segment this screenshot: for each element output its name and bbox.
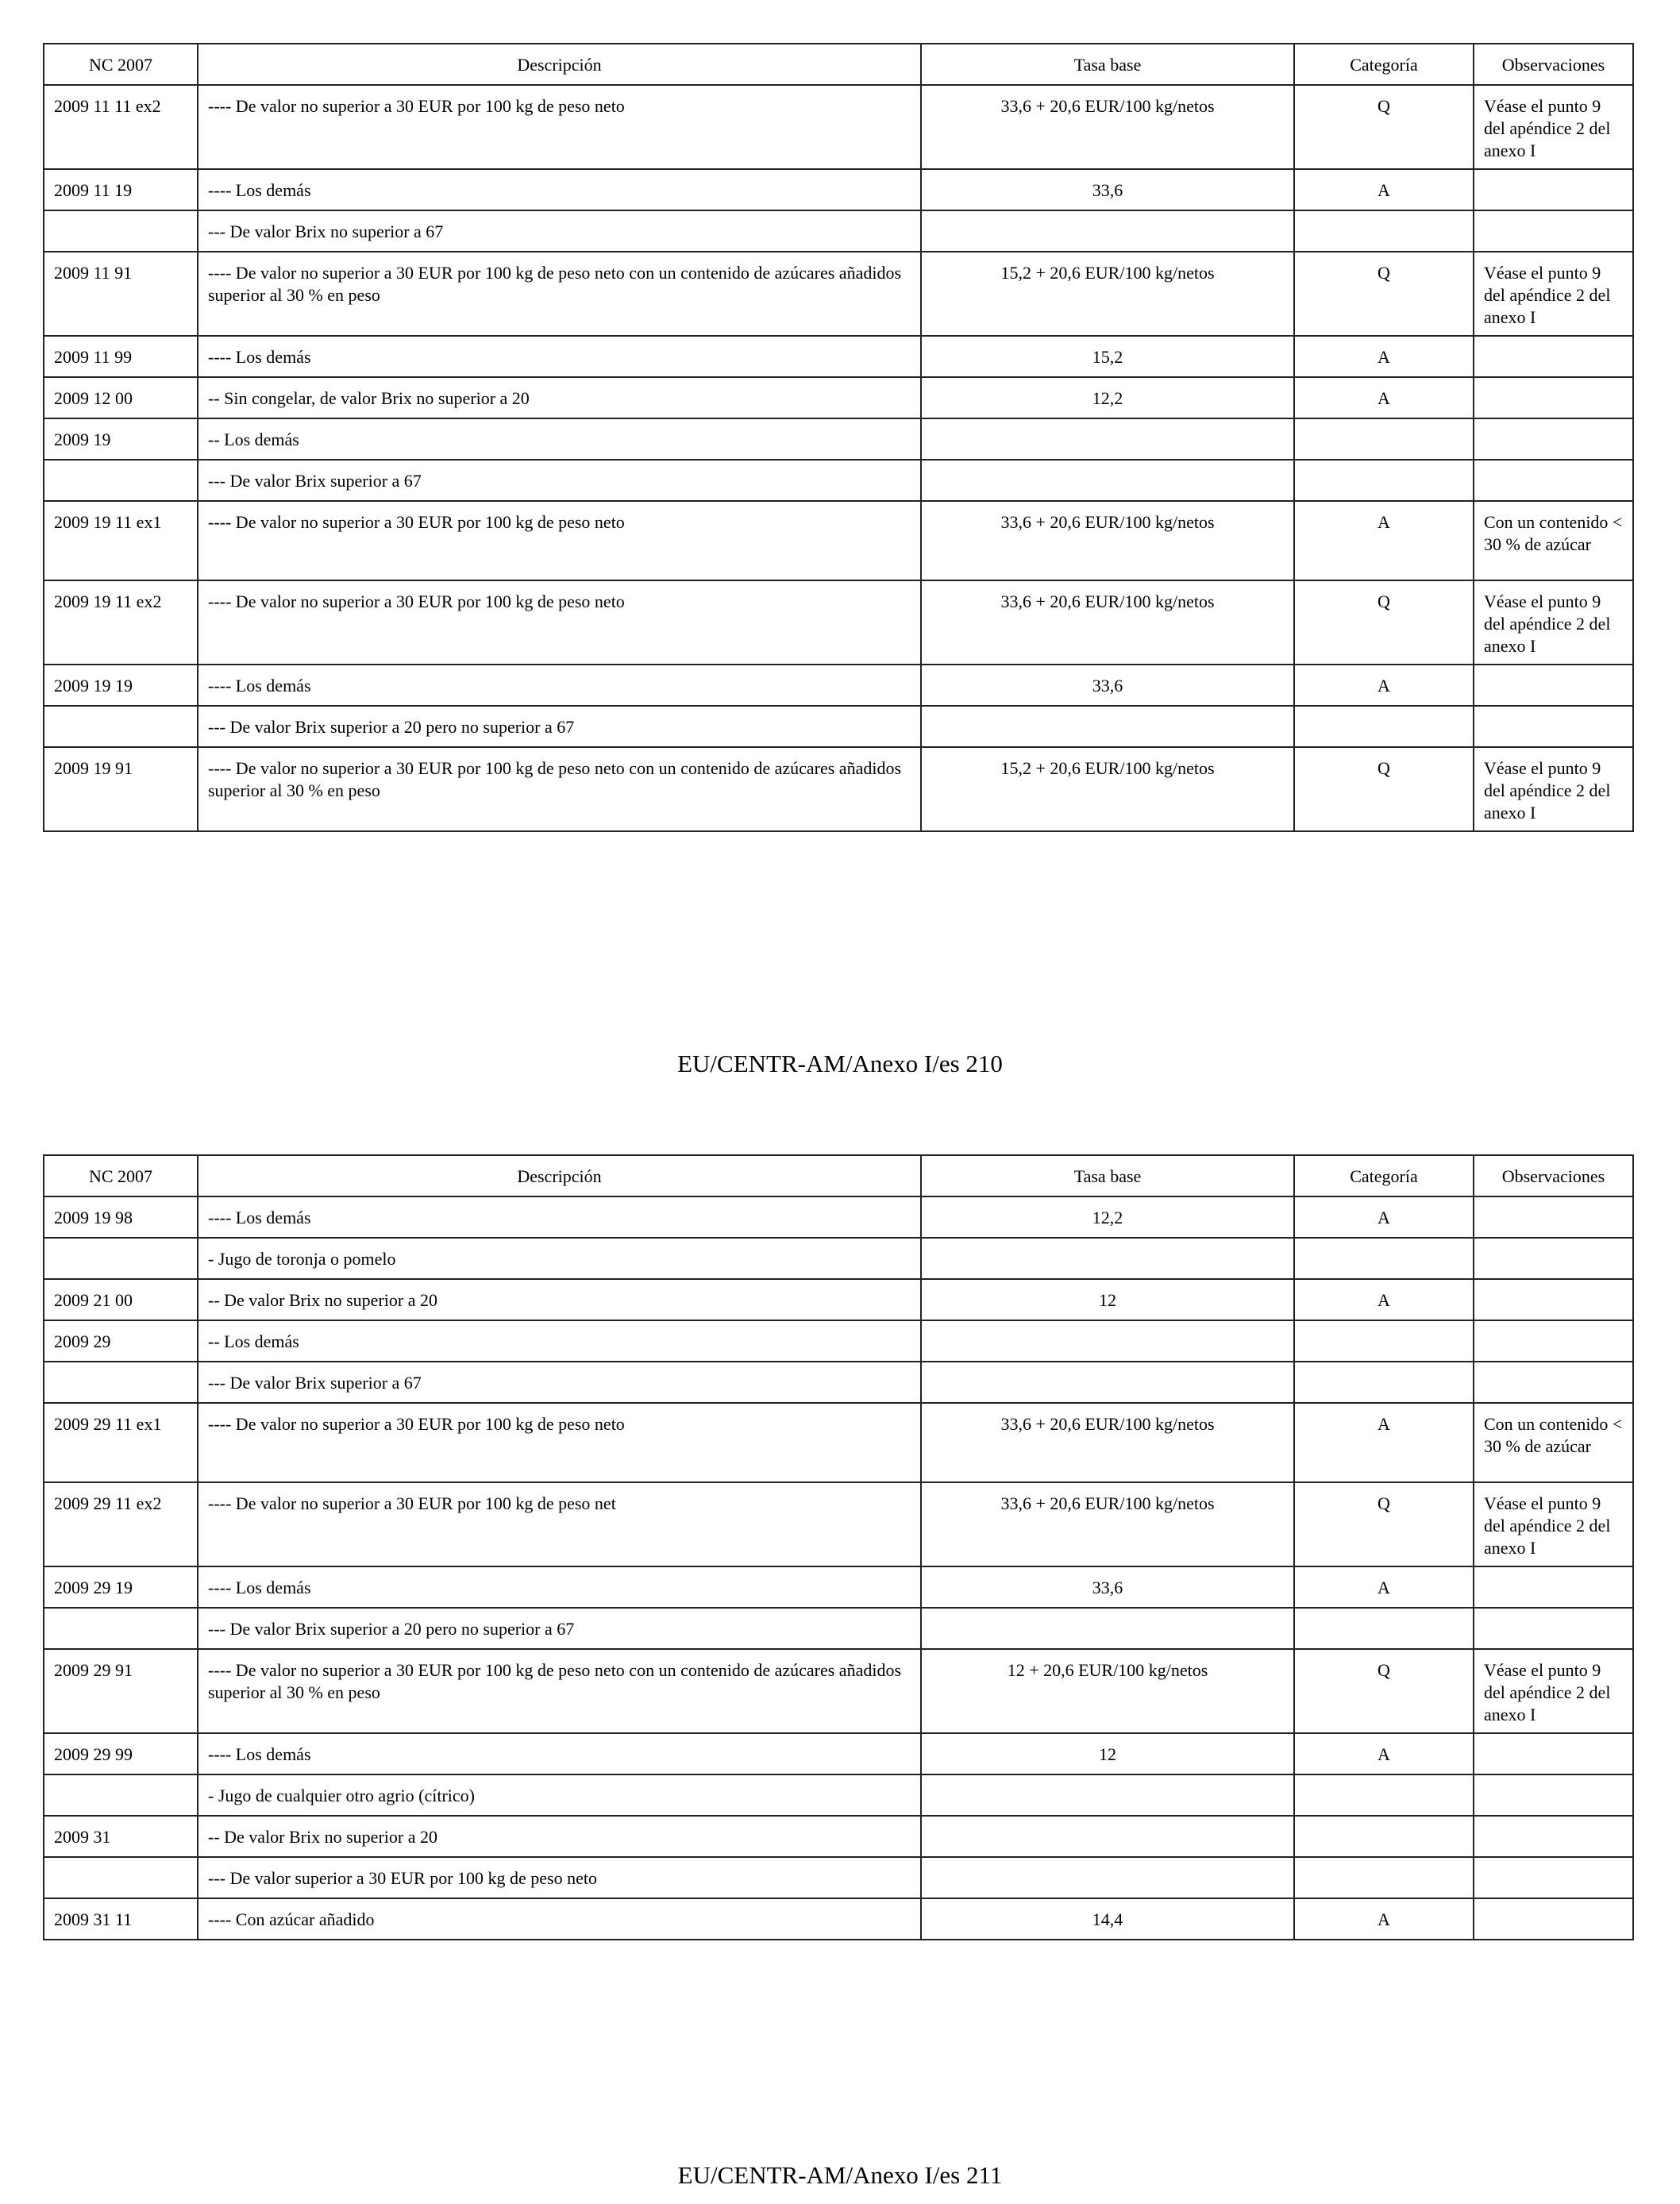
cell-base-rate: 33,6 + 20,6 EUR/100 kg/netos — [921, 85, 1294, 169]
cell-base-rate: 12,2 — [921, 377, 1294, 418]
cell-description: --- De valor Brix superior a 20 pero no superior a 67 — [198, 706, 921, 747]
cell-observations — [1474, 1608, 1633, 1649]
table-row — [44, 418, 1633, 460]
cell-nc — [44, 210, 198, 252]
cell-observations — [1474, 1196, 1633, 1238]
cell-description: ---- Los demás — [198, 336, 921, 377]
cell-observations: Véase el punto 9 del apéndice 2 del anexo I — [1474, 252, 1633, 336]
cell-category: Q — [1294, 747, 1474, 831]
cell-description: ---- De valor no superior a 30 EUR por 100 kg de peso net — [198, 1482, 921, 1566]
cell-description: --- De valor Brix no superior a 67 — [198, 210, 921, 252]
cell-nc: 2009 11 99 — [44, 336, 198, 377]
cell-description: ---- Los demás — [198, 1196, 921, 1238]
cell-base-rate: 15,2 + 20,6 EUR/100 kg/netos — [921, 747, 1294, 831]
cell-base-rate: 15,2 + 20,6 EUR/100 kg/netos — [921, 252, 1294, 336]
cell-base-rate: 12 + 20,6 EUR/100 kg/netos — [921, 1649, 1294, 1733]
cell-observations — [1474, 1733, 1633, 1774]
cell-observations — [1474, 1279, 1633, 1320]
cell-description: ---- Los demás — [198, 169, 921, 210]
tariff-table — [43, 43, 1634, 832]
cell-nc — [44, 460, 198, 501]
table-row — [44, 1403, 1633, 1482]
cell-base-rate — [921, 1857, 1294, 1898]
page-footer: EU/CENTR-AM/Anexo I/es 211 — [677, 2161, 1003, 2189]
cell-nc: 2009 29 19 — [44, 1566, 198, 1608]
cell-category: A — [1294, 1403, 1474, 1482]
cell-category: A — [1294, 1898, 1474, 1940]
cell-category: A — [1294, 1733, 1474, 1774]
cell-observations — [1474, 1857, 1633, 1898]
cell-description: --- De valor Brix superior a 67 — [198, 460, 921, 501]
cell-base-rate: 33,6 + 20,6 EUR/100 kg/netos — [921, 1482, 1294, 1566]
table-row — [44, 1774, 1633, 1816]
header-base-rate: Tasa base — [921, 1155, 1294, 1196]
table-row — [44, 1279, 1633, 1320]
cell-nc — [44, 1238, 198, 1279]
table-row — [44, 1482, 1633, 1566]
header-base-rate: Tasa base — [921, 44, 1294, 85]
cell-nc — [44, 1857, 198, 1898]
cell-observations: Véase el punto 9 del apéndice 2 del anexo I — [1474, 85, 1633, 169]
cell-base-rate: 12 — [921, 1733, 1294, 1774]
cell-nc: 2009 19 98 — [44, 1196, 198, 1238]
table-body — [44, 1196, 1633, 1940]
cell-category — [1294, 1608, 1474, 1649]
table-row — [44, 336, 1633, 377]
cell-base-rate: 12 — [921, 1279, 1294, 1320]
cell-observations: Véase el punto 9 del apéndice 2 del anexo I — [1474, 1649, 1633, 1733]
cell-category — [1294, 1362, 1474, 1403]
table-row — [44, 460, 1633, 501]
cell-nc: 2009 29 — [44, 1320, 198, 1362]
header-category: Categoría — [1294, 1155, 1474, 1196]
cell-category — [1294, 706, 1474, 747]
cell-nc: 2009 31 11 — [44, 1898, 198, 1940]
cell-category — [1294, 210, 1474, 252]
cell-observations — [1474, 169, 1633, 210]
cell-base-rate — [921, 706, 1294, 747]
cell-description: --- De valor Brix superior a 20 pero no superior a 67 — [198, 1608, 921, 1649]
header-observations: Observaciones — [1474, 1155, 1633, 1196]
cell-observations — [1474, 418, 1633, 460]
header-nc: NC 2007 — [44, 1155, 198, 1196]
cell-description: ---- De valor no superior a 30 EUR por 100 kg de peso neto — [198, 580, 921, 665]
cell-observations: Véase el punto 9 del apéndice 2 del anexo I — [1474, 580, 1633, 665]
cell-nc — [44, 1608, 198, 1649]
cell-base-rate — [921, 1816, 1294, 1857]
cell-description: ---- De valor no superior a 30 EUR por 100 kg de peso neto — [198, 1403, 921, 1482]
cell-base-rate — [921, 1362, 1294, 1403]
cell-observations — [1474, 1774, 1633, 1816]
cell-category: Q — [1294, 1482, 1474, 1566]
table-row — [44, 1566, 1633, 1608]
cell-nc — [44, 706, 198, 747]
table-row — [44, 1733, 1633, 1774]
cell-observations — [1474, 460, 1633, 501]
table-body — [44, 85, 1633, 831]
header-category: Categoría — [1294, 44, 1474, 85]
cell-nc: 2009 21 00 — [44, 1279, 198, 1320]
page-footer: EU/CENTR-AM/Anexo I/es 210 — [677, 1050, 1003, 1077]
cell-description: ---- Los demás — [198, 1733, 921, 1774]
cell-category — [1294, 1816, 1474, 1857]
table-row — [44, 1238, 1633, 1279]
table-row — [44, 501, 1633, 580]
cell-category: A — [1294, 501, 1474, 580]
cell-observations — [1474, 1362, 1633, 1403]
cell-base-rate — [921, 1320, 1294, 1362]
cell-category: A — [1294, 377, 1474, 418]
cell-nc: 2009 31 — [44, 1816, 198, 1857]
cell-category: A — [1294, 1279, 1474, 1320]
cell-observations — [1474, 1320, 1633, 1362]
table-row — [44, 85, 1633, 169]
table-row — [44, 665, 1633, 706]
cell-base-rate — [921, 418, 1294, 460]
cell-category — [1294, 460, 1474, 501]
table-row — [44, 1320, 1633, 1362]
table-row — [44, 580, 1633, 665]
cell-nc: 2009 29 11 ex1 — [44, 1403, 198, 1482]
cell-nc: 2009 11 91 — [44, 252, 198, 336]
cell-base-rate — [921, 1774, 1294, 1816]
cell-description: - Jugo de toronja o pomelo — [198, 1238, 921, 1279]
cell-description: -- De valor Brix no superior a 20 — [198, 1279, 921, 1320]
cell-description: ---- Los demás — [198, 1566, 921, 1608]
cell-observations — [1474, 1898, 1633, 1940]
cell-observations: Con un contenido < 30 % de azúcar — [1474, 501, 1633, 580]
cell-description: ---- De valor no superior a 30 EUR por 100 kg de peso neto con un contenido de azúcares añadidos superior al 30 % en peso — [198, 1649, 921, 1733]
cell-description: - Jugo de cualquier otro agrio (cítrico) — [198, 1774, 921, 1816]
cell-description: -- De valor Brix no superior a 20 — [198, 1816, 921, 1857]
table-row — [44, 377, 1633, 418]
cell-category — [1294, 1857, 1474, 1898]
cell-nc: 2009 19 91 — [44, 747, 198, 831]
cell-observations: Véase el punto 9 del apéndice 2 del anexo I — [1474, 747, 1633, 831]
cell-category — [1294, 418, 1474, 460]
header-description: Descripción — [198, 1155, 921, 1196]
table-header-row — [44, 1155, 1633, 1196]
tariff-page-210 — [43, 43, 1632, 832]
cell-nc: 2009 19 11 ex1 — [44, 501, 198, 580]
cell-nc: 2009 11 11 ex2 — [44, 85, 198, 169]
cell-nc: 2009 29 11 ex2 — [44, 1482, 198, 1566]
cell-base-rate — [921, 1238, 1294, 1279]
cell-category: A — [1294, 1566, 1474, 1608]
cell-description: ---- De valor no superior a 30 EUR por 100 kg de peso neto — [198, 501, 921, 580]
cell-description: ---- De valor no superior a 30 EUR por 100 kg de peso neto con un contenido de azúcares añadidos superior al 30 % en peso — [198, 252, 921, 336]
cell-category: Q — [1294, 1649, 1474, 1733]
table-row — [44, 252, 1633, 336]
cell-description: ---- De valor no superior a 30 EUR por 100 kg de peso neto — [198, 85, 921, 169]
table-row — [44, 169, 1633, 210]
table-header-row — [44, 44, 1633, 85]
cell-base-rate: 12,2 — [921, 1196, 1294, 1238]
header-nc: NC 2007 — [44, 44, 198, 85]
tariff-page-211 — [43, 1154, 1632, 1940]
cell-category: A — [1294, 169, 1474, 210]
table-row — [44, 1608, 1633, 1649]
cell-observations — [1474, 377, 1633, 418]
cell-category: Q — [1294, 252, 1474, 336]
cell-observations — [1474, 665, 1633, 706]
cell-description: -- Los demás — [198, 1320, 921, 1362]
cell-category: Q — [1294, 580, 1474, 665]
cell-observations — [1474, 706, 1633, 747]
table-row — [44, 1898, 1633, 1940]
table-row — [44, 747, 1633, 831]
cell-base-rate: 14,4 — [921, 1898, 1294, 1940]
cell-category — [1294, 1320, 1474, 1362]
cell-category: A — [1294, 336, 1474, 377]
table-row — [44, 1816, 1633, 1857]
header-observations: Observaciones — [1474, 44, 1633, 85]
cell-description: -- Sin congelar, de valor Brix no superior a 20 — [198, 377, 921, 418]
cell-description: ---- De valor no superior a 30 EUR por 100 kg de peso neto con un contenido de azúcares añadidos superior al 30 % en peso — [198, 747, 921, 831]
cell-base-rate: 33,6 + 20,6 EUR/100 kg/netos — [921, 580, 1294, 665]
header-description: Descripción — [198, 44, 921, 85]
cell-base-rate: 33,6 — [921, 1566, 1294, 1608]
cell-base-rate — [921, 460, 1294, 501]
cell-base-rate — [921, 1608, 1294, 1649]
cell-observations — [1474, 336, 1633, 377]
table-row — [44, 706, 1633, 747]
cell-nc: 2009 19 11 ex2 — [44, 580, 198, 665]
cell-base-rate: 15,2 — [921, 336, 1294, 377]
table-row — [44, 210, 1633, 252]
cell-base-rate: 33,6 + 20,6 EUR/100 kg/netos — [921, 1403, 1294, 1482]
tariff-table — [43, 1154, 1634, 1940]
cell-nc: 2009 11 19 — [44, 169, 198, 210]
cell-base-rate: 33,6 — [921, 665, 1294, 706]
cell-observations: Véase el punto 9 del apéndice 2 del anexo I — [1474, 1482, 1633, 1566]
table-row — [44, 1857, 1633, 1898]
cell-observations: Con un contenido < 30 % de azúcar — [1474, 1403, 1633, 1482]
cell-base-rate: 33,6 + 20,6 EUR/100 kg/netos — [921, 501, 1294, 580]
cell-nc: 2009 19 — [44, 418, 198, 460]
cell-description: --- De valor Brix superior a 67 — [198, 1362, 921, 1403]
cell-nc — [44, 1774, 198, 1816]
cell-observations — [1474, 1566, 1633, 1608]
cell-description: --- De valor superior a 30 EUR por 100 kg de peso neto — [198, 1857, 921, 1898]
cell-category: Q — [1294, 85, 1474, 169]
cell-category: A — [1294, 665, 1474, 706]
cell-nc: 2009 29 91 — [44, 1649, 198, 1733]
cell-category — [1294, 1774, 1474, 1816]
cell-nc: 2009 12 00 — [44, 377, 198, 418]
cell-nc — [44, 1362, 198, 1403]
cell-nc: 2009 19 19 — [44, 665, 198, 706]
cell-nc: 2009 29 99 — [44, 1733, 198, 1774]
cell-description: ---- Los demás — [198, 665, 921, 706]
cell-observations — [1474, 210, 1633, 252]
table-row — [44, 1196, 1633, 1238]
cell-category — [1294, 1238, 1474, 1279]
cell-category: A — [1294, 1196, 1474, 1238]
cell-description: ---- Con azúcar añadido — [198, 1898, 921, 1940]
cell-base-rate: 33,6 — [921, 169, 1294, 210]
cell-observations — [1474, 1238, 1633, 1279]
table-row — [44, 1649, 1633, 1733]
cell-base-rate — [921, 210, 1294, 252]
cell-observations — [1474, 1816, 1633, 1857]
cell-description: -- Los demás — [198, 418, 921, 460]
table-row — [44, 1362, 1633, 1403]
